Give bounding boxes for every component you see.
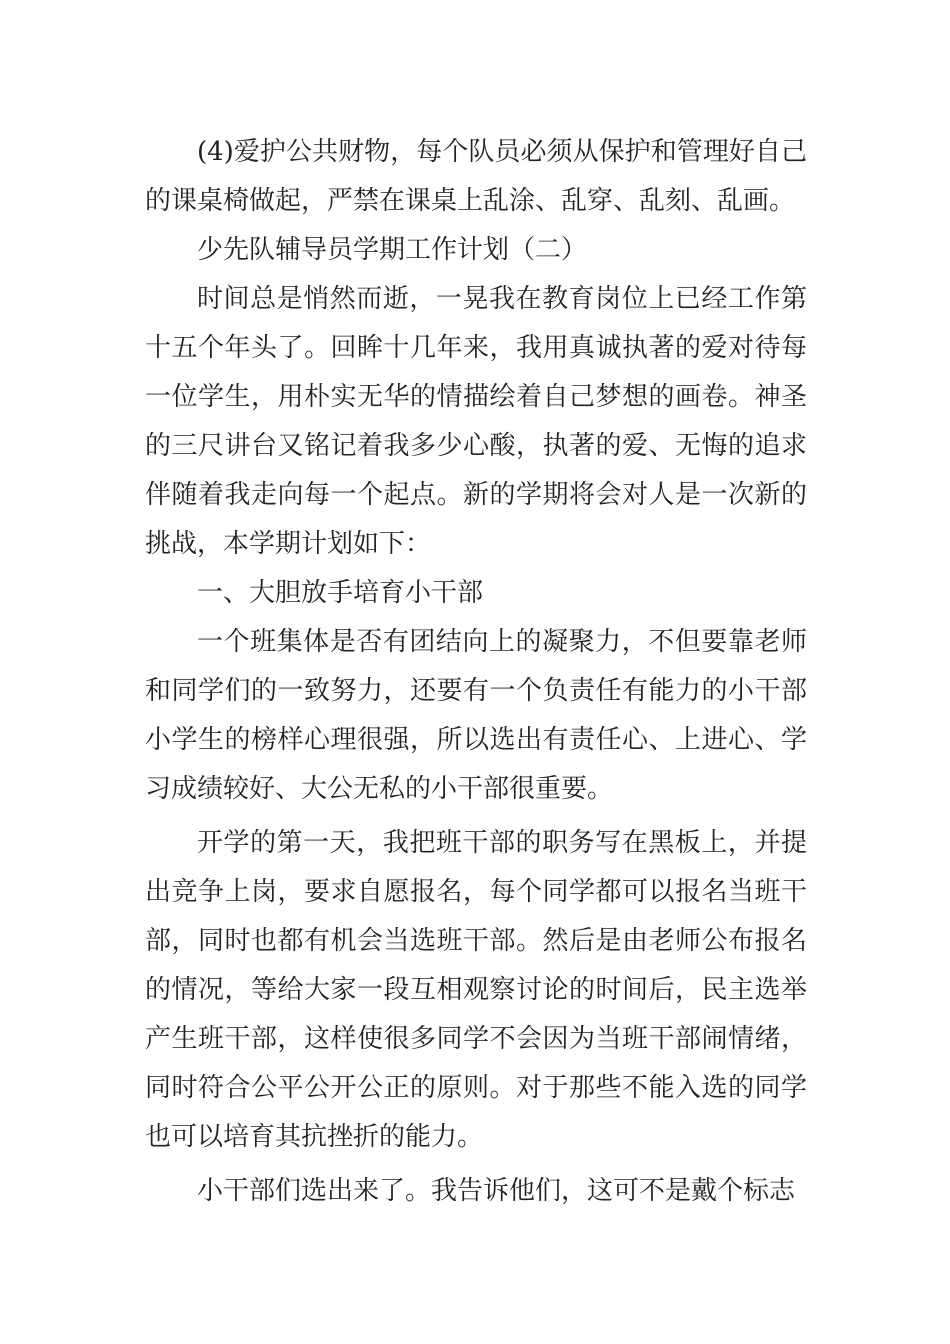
section-heading-1: 一、大胆放手培育小干部 [197,578,484,608]
paragraph-first-day: 开学的第一天，我把班干部的职务写在黑板上，并提出竞争上岗，要求自愿报名，每个同学都可以报名当班干部，同时也都有机会当选班干部。然后是由老师公布报名的情况，等给大家一段互相观察讨论的时间后，民主选举产生班干部，这样使很多同学不会因为当班干部闹情绪，同时符合公平公开公正的原则。对于那些不能入选的同学也可以培育其抗挫折的能力。 [145,828,807,1152]
section-title: 少先队辅导员学期工作计划（二） [197,235,588,265]
paragraph-intro: 时间总是悄然而逝，一晃我在教育岗位上已经工作第十五个年头了。回眸十几年来，我用真诚执著的爱对待每一位学生，用朴实无华的情描绘着自己梦想的画卷。神圣的三尺讲台又铭记着我多少心酸，执著的爱、无悔的追求伴随着我走向每一个起点。新的学期将会对人是一次新的挑战，本学期计划如下： [145,284,807,559]
document-body [145,128,807,1216]
paragraph-class-cohesion: 一个班集体是否有团结向上的凝聚力，不但要靠老师和同学们的一致努力，还要有一个负责任有能力的小干部小学生的榜样心理很强，所以选出有责任心、上进心、学习成绩较好、大公无私的小干部很重要。 [145,627,807,804]
paragraph-cadres-selected: 小干部们选出来了。我告诉他们，这可不是戴个标志 [197,1176,796,1206]
paragraph-rule-4: (4)爱护公共财物，每个队员必须从保护和管理好自己的课桌椅做起，严禁在课桌上乱涂、乱穿、乱刻、乱画。 [145,137,807,216]
